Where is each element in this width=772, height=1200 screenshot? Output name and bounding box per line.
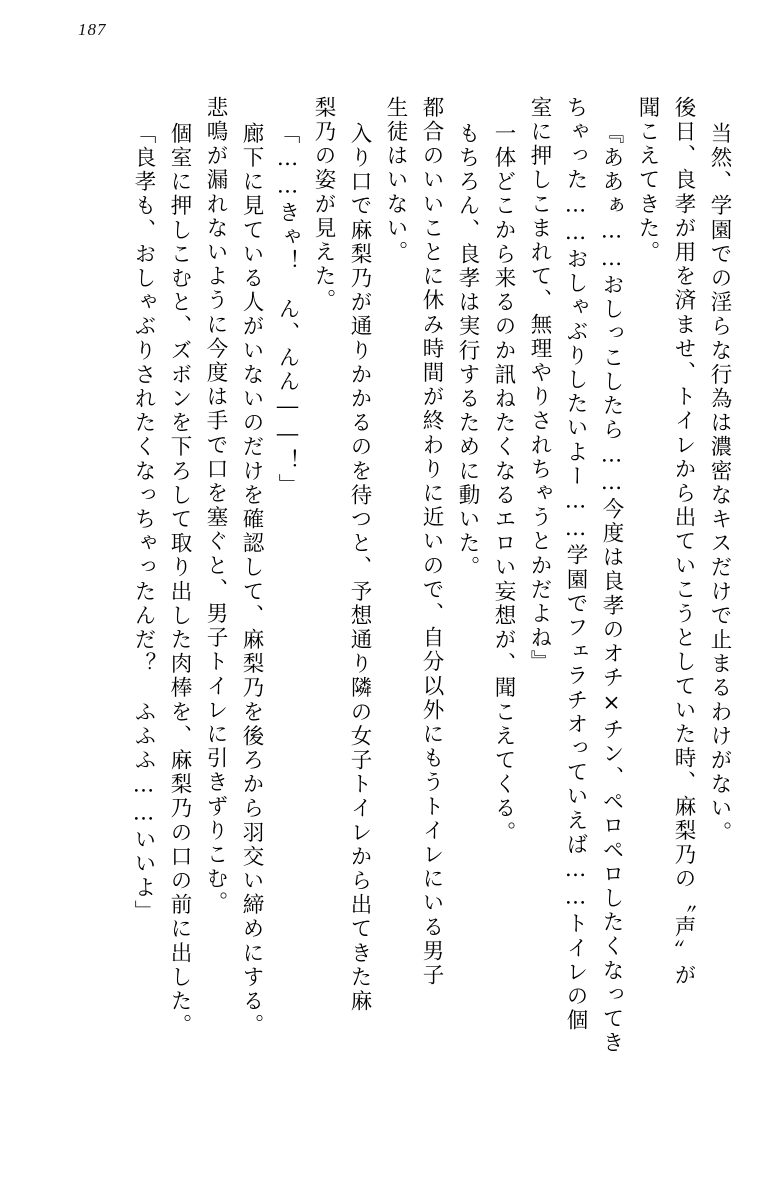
text-line: 室に押しこまれて、無理やりされちゃうとかだよね』 — [527, 96, 552, 675]
text-line: 入り口で麻梨乃が通りかかるのを待つと、予想通り隣の女子トイレから出てきた麻 — [347, 122, 372, 1014]
text-line: もちろん、良孝は実行するために動いた。 — [455, 122, 480, 580]
text-line: 悲鳴が漏れないように今度は手で口を塞ぐと、男子トイレに引きずりこむ。 — [203, 96, 228, 916]
text-line: 都合のいいことに休み時間が終わりに近いので、自分以外にもうトイレにいる男子 — [419, 96, 444, 988]
text-line: 後日、良孝が用を済ませ、トイレから出ていこうとしていた時、麻梨乃の〝声〟が — [671, 96, 696, 988]
text-line: 廊下に見ている人がいないのだけを確認して、麻梨乃を後ろから羽交い締めにする。 — [239, 122, 264, 1038]
text-line: 個室に押しこむと、ズボンを下ろして取り出した肉棒を、麻梨乃の口の前に出した。 — [167, 122, 192, 1038]
body-text-block — [70, 96, 730, 1156]
text-line: 聞こえてきた。 — [635, 96, 660, 265]
text-line: 「良孝も、おしゃぶりされたくなっちゃったんだ？ ふふふ……いいよ」 — [131, 122, 156, 925]
text-line: 当然、学園での淫らな行為は濃密なキスだけで止まるわけがない。 — [707, 122, 732, 845]
text-line: 一体どこから来るのか訊ねたくなるエロい妄想が、聞こえてくる。 — [491, 122, 516, 845]
text-line: ちゃった……おしゃぶりしたいよー……学園でフェラチオっていえば……トイレの個 — [563, 96, 588, 1033]
page-number: 187 — [78, 20, 107, 39]
text-line: 「……きゃ！ ん、んん――！」 — [275, 122, 300, 498]
text-line: 生徒はいない。 — [383, 96, 408, 265]
text-line: 梨乃の姿が見えた。 — [311, 96, 336, 313]
text-line: 『ああぁ……おしっこしたら……今度は良孝のオチ×チン、ペロペロしたくなってき — [599, 122, 624, 1056]
